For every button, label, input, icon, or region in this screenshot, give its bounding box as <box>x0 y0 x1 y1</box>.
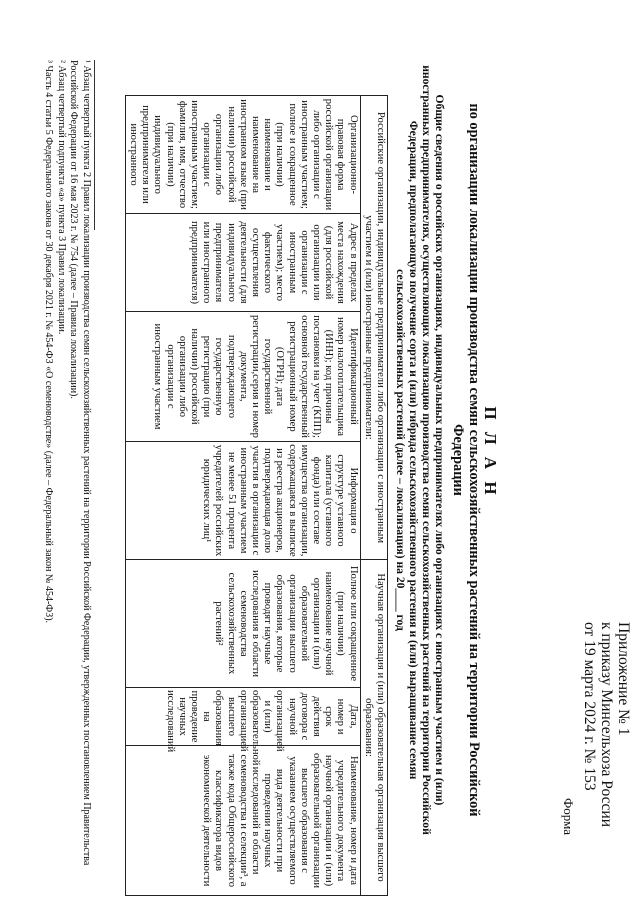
table-cell-address: Адрес в пределах места нахождения (для российской организации или организации с иностранным участием); место фактического осуществления деятельности (для индивидуального предпринимателя или иностранного предпринимателя) <box>125 214 360 312</box>
plan-subtitle: по организации локализации производства семян сельскохозяйственных растений на территории Российской Федерации <box>450 103 482 817</box>
plan-table <box>125 95 388 896</box>
table-cell-org-form: Организационно-правовая форма российской организации либо организации с иностранным участием; полное и сокращенное (при наличии) наименование и наименование на иностранном языке (при наличии) российской организации либо организации с иностранным участием; фамилия, имя, отчество (при наличии) индивидуального предпринимателя или иностранного <box>125 96 360 214</box>
appendix-date: от 19 марта 2024 г. № 153 <box>581 622 598 791</box>
table-group-header-science: Научная организация и (или) образовательная организация высшего образования: <box>360 560 387 896</box>
footnote-3: ³ Часть 4 статьи 5 Федерального закона от 30 декабря 2021 г. № 454-ФЗ «О семеноводстве» (далее – Федеральный закон № 454-ФЗ). <box>43 60 55 624</box>
footnotes <box>42 60 92 890</box>
appendix-number: Приложение № 1 <box>615 622 632 736</box>
table-cell-charter: Наименование, номер и дата учредительного документа научной организации и (или) образовательной организации высшего образования с указанием осуществляемого вида деятельности при проведении научных исследований в области семеноводства и селекции³, а также кода Общероссийского классификатора видов экономической деятельности <box>125 746 360 896</box>
table-cell-inn: Идентификационный номер налогоплательщика (ИНН); код причины постановки на учет (КПП); основной государственный регистрационный номер (ОГРН); дата государственной регистрации,серия и номер документа, подтверждающего государственную регистрацию (при наличии) российской организации либо организации с иностранным участием <box>125 312 360 442</box>
table-cell-science-org: Полное или сокращенное (при наличии) наименование научной организации и (или) образовательной организации высшего образования, которые проводят научные исследования в области семеноводства сельскохозяйственных растений² <box>125 560 360 688</box>
table-row <box>125 96 360 896</box>
table-group-header-organizations: Российские организации, индивидуальные предприниматели либо организации с иностранным участием и (или) иностранные предприниматели: <box>360 96 387 560</box>
footnote-2: ² Абзац четвертый подпункта «а» пункта 3 Правил локализации. <box>56 60 67 335</box>
appendix-block <box>581 622 632 827</box>
table-cell-contract: Дата, номер и срок действия договора с научной организацией и (или) образовательной организацией высшего образования на проведение научных исследований <box>125 688 360 746</box>
appendix-order: к приказу Минсельхоза России <box>598 622 615 827</box>
footnote-1: ¹ Абзац четвертый пункта 2 Правил локализации производства семян сельскохозяйственных растений на территории Российской Федерации, утвержденных постановлением Правительства Российской Федерации от 16 мая 2023 г. № 754 (далее – Правила локализации). <box>68 60 92 866</box>
plan-title: П Л А Н <box>481 406 500 499</box>
plan-intro: Общие сведения о российских организациях, индивидуальных предпринимателях либо организациях с иностранным участием и (или) иностранных предпринимателях, осуществляющих локализацию производства семян сельскохозяйственных растений на территории Российской Федерации, предполагающую получение сорта и (или) гибрида сельскохозяйственного растения и (или) выращивание семян сельскохозяйственных растений (далее – локализация) на 20____ год <box>394 65 446 835</box>
table-cell-capital: Информация о структуре уставного капитала (уставного фонда) или составе имущества организации, содержащаяся в выписке из реестра акционеров, подтверждающая долю участия в организации с иностранным участием не менее 51 процента учредителей российских юридических лиц¹ <box>125 442 360 560</box>
table-group-header-row <box>360 96 387 896</box>
form-label: Форма <box>561 798 576 835</box>
footnote-divider <box>94 60 95 230</box>
